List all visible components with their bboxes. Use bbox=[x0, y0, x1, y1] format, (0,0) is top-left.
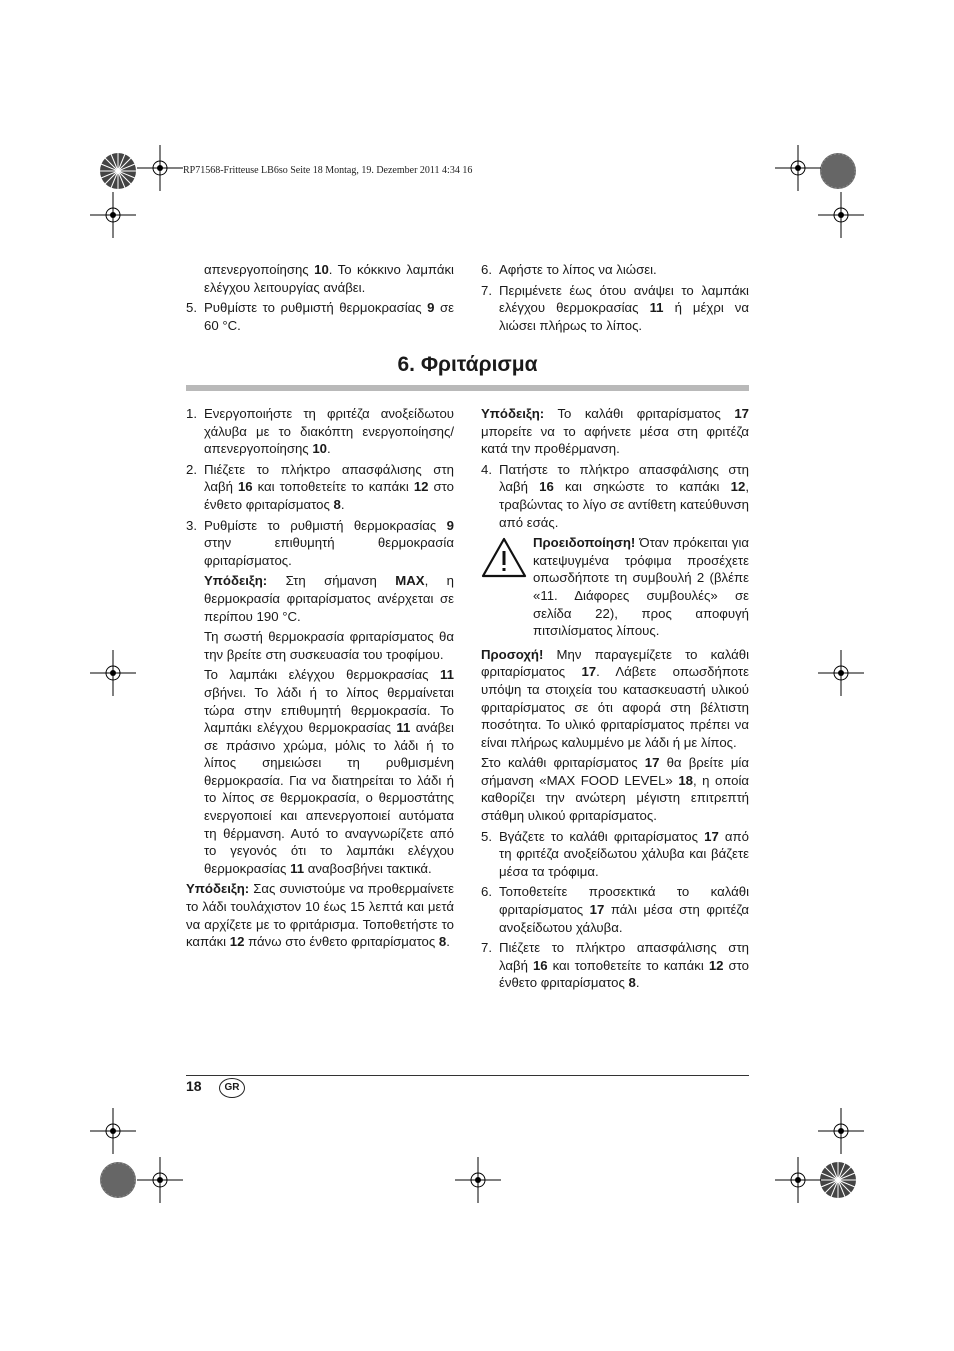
body-paragraph: Το λαμπάκι ελέγχου θερμοκρασίας 11 σβήνει. Το λάδι ή το λίπος θερμαίνεται τώρα στην επιθυμητή θερμοκρασία. Το λαμπάκι ελέγχου θερμοκρασίας 11 ανάβει σε πράσινο χρώμα, μόλις το λάδι ή το λίπος σημειώσει τη ρυθμισμένη θερμοκρασία. Για να διατηρείται το λάδι ή το λίπος σε θερμοκρασία, ο θερμοστάτης ενεργοποιεί και απενεργοποιεί αυτόματα τη θέρμανση. Αυτό το αναγνωρίζετε από το γεγονός ότι το λαμπάκι ελέγχου θερμοκρασίας 11 αναβοσβήνει τακτικά. bbox=[204, 667, 454, 876]
continued-paragraph: απενεργοποίησης 10. Το κόκκινο λαμπάκι ελέγχου λειτουργίας ανάβει. bbox=[204, 262, 454, 295]
starburst-registration-icon bbox=[815, 1157, 861, 1203]
list-item: 4. Πατήστε το πλήκτρο απασφάλισης στη λαβή 16 και σηκώστε το καπάκι 12, τραβώντας το λίγο σε αντίθετη κατεύθυνση από εσάς. bbox=[481, 461, 749, 530]
crosshair-registration-icon bbox=[137, 145, 183, 191]
top-right-column bbox=[481, 261, 749, 337]
top-left-column bbox=[186, 261, 454, 337]
crosshair-registration-icon bbox=[818, 650, 864, 696]
caution-paragraph: Προσοχή! Μην παραγεμίζετε το καλάθι φριταρίσματος 17. Λάβετε οπωσδήποτε υπόψη τα στοιχεία του κατασκευαστή υλικού φριταρίσματος σε ότι αφορά στη βέλτιστη ποσότητα. Το υλικό φριταρίσματος πρέπει να είναι πλήρως καλυμμένο με λάδι ή με λίπος. bbox=[481, 646, 749, 750]
hint-paragraph: Υπόδειξη: Σας συνιστούμε να προθερμαίνετε το λάδι τουλάχιστον 10 έως 15 λεπτά και μετά να αρχίζετε με το φριτάρισμα. Τοποθετήστε το καπάκι 12 πάνω στο ένθετο φριταρίσματος 8. bbox=[186, 881, 455, 950]
crosshair-registration-icon bbox=[775, 1157, 821, 1203]
page-number: 18 bbox=[186, 1078, 202, 1094]
language-badge: GR bbox=[219, 1078, 245, 1098]
crosshair-registration-icon bbox=[818, 1108, 864, 1154]
section-title: 6. Φριτάρισμα bbox=[397, 353, 538, 376]
list-item: 5. Βγάζετε το καλάθι φριταρίσματος 17 από τη φριτέζα ανοξείδωτου χάλυβα και βάζετε μέσα τα τρόφιμα. bbox=[481, 828, 749, 879]
hint-paragraph: Υπόδειξη: Το καλάθι φριταρίσματος 17 μπορείτε να το αφήνετε μέσα στη φριτέζα κατά την προθέρμανση. bbox=[481, 406, 749, 457]
list-item: 2. Πιέζετε το πλήκτρο απασφάλισης στη λαβή 16 και τοποθετείτε το καπάκι 12 στο ένθετο φριταρίσματος 8. bbox=[186, 461, 454, 512]
title-divider bbox=[186, 385, 749, 391]
crosshair-registration-icon bbox=[818, 192, 864, 238]
list-item: 1. Ενεργοποιήστε τη φριτέζα ανοξείδωτου χάλυβα με το διακόπτη ενεργοποίησης/ απενεργοποίησης 10. bbox=[186, 406, 454, 457]
warning-triangle-icon bbox=[481, 534, 533, 640]
crosshair-registration-icon bbox=[90, 650, 136, 696]
body-paragraph: Στο καλάθι φριταρίσματος 17 θα βρείτε μία σήμανση «MAX FOOD LEVEL» 18, η οποία καθορίζει την ανώτερη μέγιστη επιτρεπτή στάθμη υλικού φριταρίσματος. bbox=[481, 755, 749, 824]
list-item: 5. Ρυθμίστε το ρυθμιστή θερμοκρασίας 9 σε 60 °C. bbox=[186, 300, 454, 333]
crosshair-registration-icon bbox=[90, 192, 136, 238]
hint-paragraph: Υπόδειξη: Στη σήμανση MAX, η θερμοκρασία φριταρίσματος ανέρχεται σε περίπου 190 °C. bbox=[204, 573, 454, 624]
gray-registration-disc-icon bbox=[815, 148, 861, 194]
list-item: 6. Τοποθετείτε προσεκτικά το καλάθι φριταρίσματος 17 πάλι μέσα στη φριτέζα ανοξείδωτου χάλυβα. bbox=[481, 884, 749, 935]
crosshair-registration-icon bbox=[137, 1157, 183, 1203]
body-paragraph: Τη σωστή θερμοκρασία φριταρίσματος θα την βρείτε στη συσκευασία του τροφίμου. bbox=[204, 629, 454, 662]
crosshair-registration-icon bbox=[775, 145, 821, 191]
left-column bbox=[186, 405, 454, 954]
right-column bbox=[481, 405, 749, 995]
footer-divider bbox=[186, 1075, 749, 1076]
crosshair-registration-icon bbox=[455, 1157, 501, 1203]
starburst-registration-icon bbox=[95, 148, 141, 194]
crosshair-registration-icon bbox=[90, 1108, 136, 1154]
list-item: 7. Πιέζετε το πλήκτρο απασφάλισης στη λαβή 16 και τοποθετείτε το καπάκι 12 στο ένθετο φριταρίσματος 8. bbox=[481, 940, 749, 991]
list-item: 7. Περιμένετε έως ότου ανάψει το λαμπάκι ελέγχου θερμοκρασίας 11 ή μέχρι να λιώσει πλήρως το λίπος. bbox=[481, 282, 750, 333]
print-header: RP71568-Fritteuse LB6so Seite 18 Montag, 19. Dezember 2011 4:34 16 bbox=[183, 165, 473, 176]
list-item: 3. Ρυθμίστε το ρυθμιστή θερμοκρασίας 9 στην επιθυμητή θερμοκρασία φριταρίσματος. bbox=[186, 517, 454, 568]
warning-block: Προειδοποίηση! Όταν πρόκειται για κατεψυγμένα τρόφιμα προσέχετε οπωσδήποτε τη συμβουλή 2 (βλέπε «11. Διάφορες συμβουλές» σε σελίδα 22), προς αποφυγή πιτσιλίσματος λίπους. bbox=[481, 534, 749, 640]
list-item: 6. Αφήστε το λίπος να λιώσει. bbox=[481, 262, 657, 277]
gray-registration-disc-icon bbox=[95, 1157, 141, 1203]
